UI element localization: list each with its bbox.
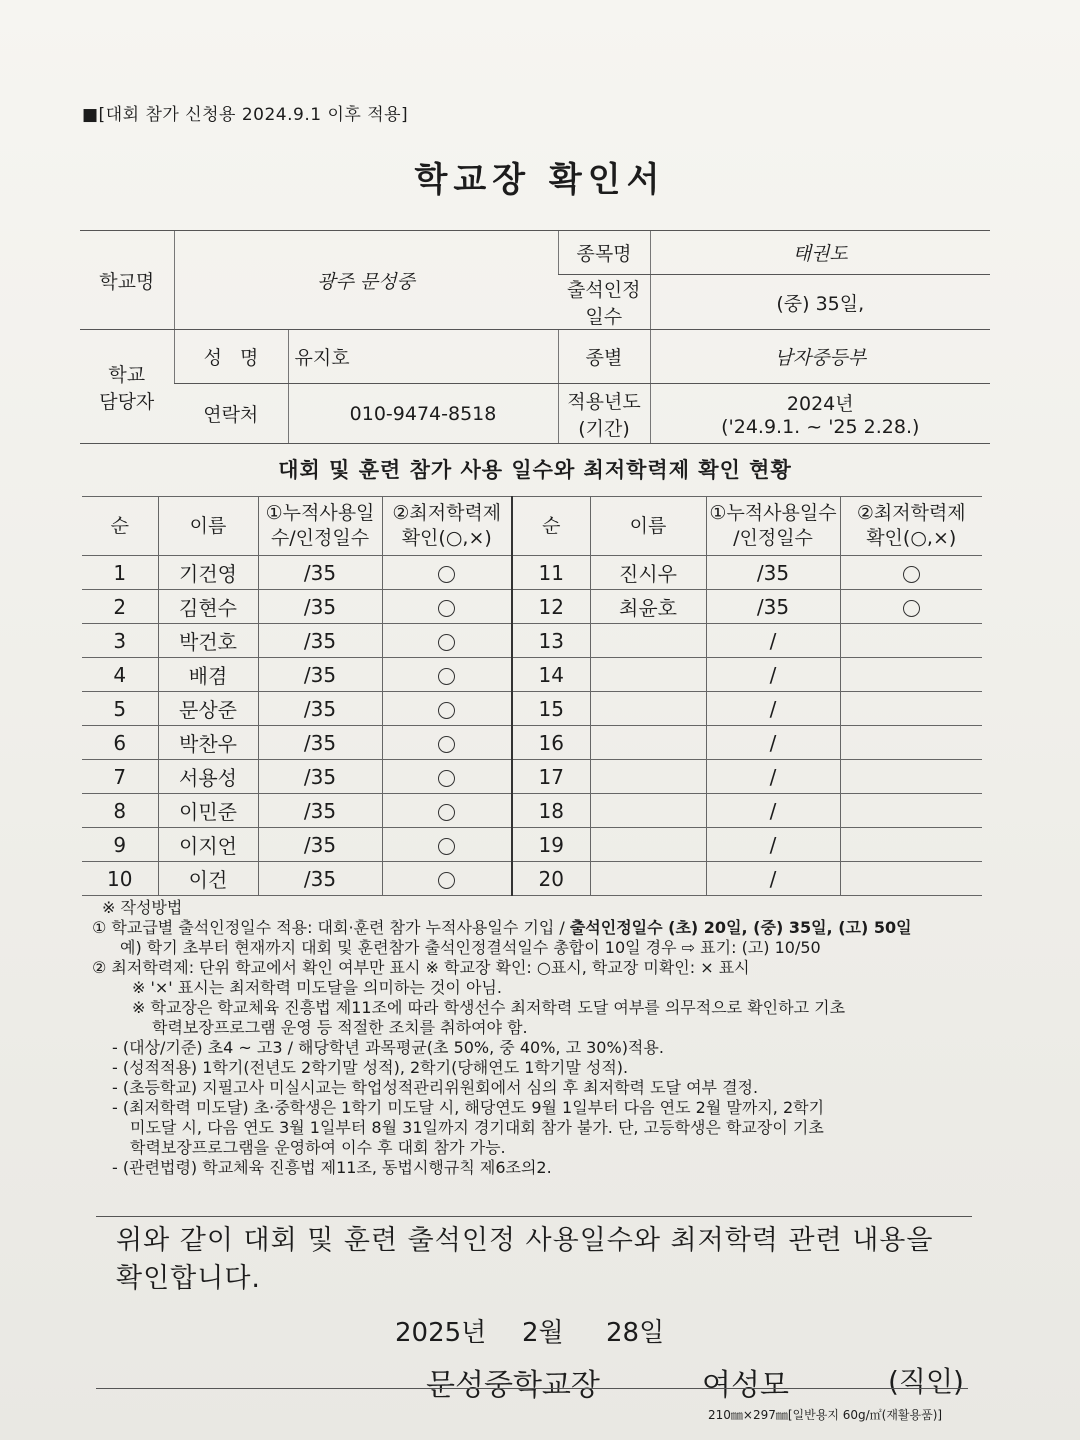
- days-used-right: /: [706, 760, 840, 794]
- sport-label: 종목명: [558, 231, 650, 275]
- student-name: 이민준: [158, 794, 258, 828]
- student-name: 이건: [158, 862, 258, 896]
- days-used-right: /: [706, 624, 840, 658]
- contact-label: 연락처: [174, 384, 288, 444]
- col-header-days-right-line2: /인정일수: [733, 527, 813, 549]
- roster-no-right: 15: [512, 692, 590, 726]
- date-day: 28일: [606, 1318, 665, 1348]
- note-below-minimum: - (최저학력 미도달) 초·중학생은 1학기 미도달 시, 해당연도 9월 1일부터 다음 연도 2월 말까지, 2학기: [112, 1098, 825, 1117]
- table-row: [82, 658, 982, 692]
- minimum-check: [382, 658, 512, 692]
- note-grades: - (성적적용) 1학기(전년도 2학기말 성적), 2학기(당해연도 1학기말 성적).: [112, 1058, 629, 1077]
- note-elementary: - (초등학교) 지필고사 미실시교는 학업성적관리위원회에서 심의 후 최저학력 도달 여부 결정.: [112, 1078, 759, 1097]
- confirmed-circle-icon: [438, 668, 455, 685]
- note-1-text: ① 학교급별 출석인정일수 적용: 대회·훈련 참가 누적사용일수 기입 /: [92, 918, 570, 937]
- days-used-right: /35: [706, 556, 840, 590]
- note-2-sub-2-cont: 학력보장프로그램 운영 등 적절한 조치를 취하여야 함.: [152, 1018, 528, 1037]
- category-label: 종별: [558, 330, 650, 384]
- name-label: 성 명: [174, 330, 288, 384]
- student-name-right: [590, 692, 706, 726]
- days-used-right: /: [706, 726, 840, 760]
- note-below-minimum-cont-2: 학력보장프로그램을 운영하여 이수 후 대회 참가 가능.: [130, 1138, 506, 1157]
- roster-no: 2: [82, 590, 158, 624]
- minimum-check-right: [840, 692, 982, 726]
- days-used: /35: [258, 794, 382, 828]
- roster-no-right: 13: [512, 624, 590, 658]
- confirmed-circle-icon: [903, 600, 920, 617]
- table-row: [82, 556, 982, 590]
- student-name: 박찬우: [158, 726, 258, 760]
- days-used-right: /: [706, 828, 840, 862]
- confirmed-circle-icon: [438, 566, 455, 583]
- note-1-example: 예) 학기 초부터 현재까지 대회 및 훈련참가 출석인정결석일수 총합이 10일 경우 ⇨ 표기: (고) 10/50: [120, 938, 821, 957]
- name-value: 유지호: [288, 330, 558, 384]
- confirmed-circle-icon: [438, 600, 455, 617]
- school-label: 학교명: [80, 231, 174, 330]
- confirmed-circle-icon: [903, 566, 920, 583]
- confirmation-text: [116, 1222, 976, 1298]
- note-below-minimum-cont-1: 미도달 시, 다음 연도 3월 1일부터 8월 31일까지 경기대회 참가 불가. 단, 고등학생은 학교장이 기초: [130, 1118, 824, 1137]
- attendance-label-line2: 일수: [585, 306, 623, 328]
- minimum-check: [382, 624, 512, 658]
- info-table: [80, 230, 990, 444]
- col-header-check-right: [840, 497, 982, 556]
- seal-placeholder: (직인): [888, 1365, 964, 1398]
- date-month: 2월: [522, 1318, 564, 1348]
- student-name: 박건호: [158, 624, 258, 658]
- attendance-label-line1: 출석인정: [567, 279, 641, 301]
- col-header-days-right-line1: ①누적사용일수: [709, 502, 837, 524]
- student-name-right: [590, 760, 706, 794]
- col-header-days-line2: 수/인정일수: [270, 527, 370, 549]
- roster-no: 10: [82, 862, 158, 896]
- student-name: 문상준: [158, 692, 258, 726]
- col-header-check-line1: ②최저학력제: [392, 502, 502, 524]
- table-row: [82, 828, 982, 862]
- table-row: [82, 590, 982, 624]
- student-name-right: 진시우: [590, 556, 706, 590]
- date-year: 2025년: [395, 1318, 487, 1348]
- year-value-line1: 2024년: [786, 393, 854, 415]
- days-used: /35: [258, 862, 382, 896]
- manager-label-line2: 담당자: [99, 390, 155, 413]
- roster-no: 4: [82, 658, 158, 692]
- year-label-line1: 적용년도: [567, 390, 641, 413]
- col-header-days-line1: ①누적사용일: [265, 502, 375, 524]
- student-name: 배겸: [158, 658, 258, 692]
- note-1-bold: 출석인정일수 (초) 20일, (중) 35일, (고) 50일: [569, 918, 912, 937]
- year-label-line2: (기간): [578, 417, 630, 440]
- notes-heading: ※ 작성방법: [102, 898, 183, 917]
- table-row: [82, 726, 982, 760]
- student-name: 서용성: [158, 760, 258, 794]
- confirmation-line-2: 확인합니다.: [116, 1263, 261, 1294]
- col-header-check-right-line1: ②최저학력제: [856, 502, 966, 524]
- roster-no-right: 12: [512, 590, 590, 624]
- roster-no-right: 14: [512, 658, 590, 692]
- days-used: /35: [258, 590, 382, 624]
- minimum-check-right: [840, 590, 982, 624]
- year-value-line2: ('24.9.1. ~ '25 2.28.): [721, 416, 920, 438]
- category-value: 남자중등부: [650, 330, 990, 384]
- confirmed-circle-icon: [438, 770, 455, 787]
- manager-label-line1: 학교: [108, 363, 146, 386]
- minimum-check: [382, 794, 512, 828]
- minimum-check-right: [840, 794, 982, 828]
- table-row: [82, 794, 982, 828]
- minimum-check: [382, 828, 512, 862]
- days-used: /35: [258, 828, 382, 862]
- contact-value: 010-9474-8518: [288, 384, 558, 444]
- col-header-days-right: [706, 497, 840, 556]
- roster-no-right: 19: [512, 828, 590, 862]
- student-name-right: [590, 862, 706, 896]
- col-header-check: [382, 497, 512, 556]
- attendance-label: [558, 275, 650, 330]
- minimum-check: [382, 726, 512, 760]
- col-header-name-right: 이름: [590, 497, 706, 556]
- note-legal-basis: - (관련법령) 학교체육 진흥법 제11조, 동법시행규칙 제6조의2.: [112, 1158, 552, 1177]
- student-name: 김현수: [158, 590, 258, 624]
- section-title: 대회 및 훈련 참가 사용 일수와 최저학력제 확인 현황: [278, 458, 792, 482]
- year-label: [558, 384, 650, 444]
- confirmed-circle-icon: [438, 872, 455, 889]
- roster-no-right: 20: [512, 862, 590, 896]
- col-header-name: 이름: [158, 497, 258, 556]
- principal-name: 여성모: [702, 1368, 789, 1403]
- minimum-check-right: [840, 658, 982, 692]
- roster-no-right: 16: [512, 726, 590, 760]
- minimum-check: [382, 862, 512, 896]
- days-used-right: /: [706, 658, 840, 692]
- student-name-right: 최윤호: [590, 590, 706, 624]
- student-name-right: [590, 794, 706, 828]
- days-used-right: /: [706, 794, 840, 828]
- minimum-check: [382, 760, 512, 794]
- minimum-check-right: [840, 556, 982, 590]
- minimum-check: [382, 556, 512, 590]
- manager-label: [80, 330, 174, 444]
- confirmation-line-1: 위와 같이 대회 및 훈련 출석인정 사용일수와 최저학력 관련 내용을: [116, 1225, 934, 1256]
- note-2-sub-1: ※ '×' 표시는 최저학력 미도달을 의미하는 것이 아님.: [132, 978, 502, 997]
- form-tag: ■[대회 참가 신청용 2024.9.1 이후 적용]: [82, 105, 409, 125]
- document-title: 학교장 확인서: [414, 160, 666, 200]
- minimum-check: [382, 590, 512, 624]
- days-used-right: /: [706, 692, 840, 726]
- days-used: /35: [258, 760, 382, 794]
- attendance-value: (중) 35일,: [650, 275, 990, 330]
- student-name-right: [590, 658, 706, 692]
- minimum-check-right: [840, 726, 982, 760]
- days-used: /35: [258, 556, 382, 590]
- paper-spec: 210㎜×297㎜[일반용지 60g/㎡(재활용품)]: [708, 1408, 943, 1422]
- student-name: 기건영: [158, 556, 258, 590]
- table-row: [82, 624, 982, 658]
- student-name: 이지언: [158, 828, 258, 862]
- note-criteria: - (대상/기준) 초4 ~ 고3 / 해당학년 과목평균(초 50%, 중 40%, 고 30%)적용.: [112, 1038, 664, 1057]
- year-value: [650, 384, 990, 444]
- student-name-right: [590, 828, 706, 862]
- confirmed-circle-icon: [438, 634, 455, 651]
- table-row: [82, 760, 982, 794]
- confirmed-circle-icon: [438, 736, 455, 753]
- days-used-right: /35: [706, 590, 840, 624]
- roster-no: 3: [82, 624, 158, 658]
- divider-bottom: [96, 1388, 968, 1389]
- minimum-check-right: [840, 624, 982, 658]
- roster-no: 7: [82, 760, 158, 794]
- note-1: [92, 918, 982, 938]
- roster-no: 9: [82, 828, 158, 862]
- table-row: [82, 692, 982, 726]
- minimum-check-right: [840, 862, 982, 896]
- student-name-right: [590, 624, 706, 658]
- school-principal-title: 문성중학교장: [426, 1368, 600, 1403]
- roster-no: 6: [82, 726, 158, 760]
- note-2-sub-2: ※ 학교장은 학교체육 진흥법 제11조에 따라 학생선수 최저학력 도달 여부를 의무적으로 확인하고 기초: [132, 998, 846, 1017]
- days-used: /35: [258, 692, 382, 726]
- note-2: ② 최저학력제: 단위 학교에서 확인 여부만 표시 ※ 학교장 확인: ○표시, 학교장 미확인: × 표시: [92, 958, 750, 977]
- col-header-check-right-line2: 확인(○,×): [866, 527, 957, 549]
- roster-no-right: 11: [512, 556, 590, 590]
- col-header-days: [258, 497, 382, 556]
- minimum-check-right: [840, 828, 982, 862]
- sport-value: 태권도: [650, 231, 990, 275]
- col-header-check-line2: 확인(○,×): [401, 527, 492, 549]
- confirmed-circle-icon: [438, 702, 455, 719]
- roster-no: 5: [82, 692, 158, 726]
- roster-table: [82, 496, 982, 896]
- divider-top: [96, 1216, 972, 1217]
- table-row: [82, 862, 982, 896]
- days-used-right: /: [706, 862, 840, 896]
- roster-no: 8: [82, 794, 158, 828]
- col-header-no: 순: [82, 497, 158, 556]
- minimum-check: [382, 692, 512, 726]
- days-used: /35: [258, 624, 382, 658]
- roster-no-right: 18: [512, 794, 590, 828]
- confirmed-circle-icon: [438, 838, 455, 855]
- school-value: 광주 문성중: [174, 231, 558, 330]
- col-header-no-right: 순: [512, 497, 590, 556]
- days-used: /35: [258, 658, 382, 692]
- instructions: [92, 898, 982, 1178]
- confirmed-circle-icon: [438, 804, 455, 821]
- minimum-check-right: [840, 760, 982, 794]
- student-name-right: [590, 726, 706, 760]
- days-used: /35: [258, 726, 382, 760]
- roster-no-right: 17: [512, 760, 590, 794]
- roster-no: 1: [82, 556, 158, 590]
